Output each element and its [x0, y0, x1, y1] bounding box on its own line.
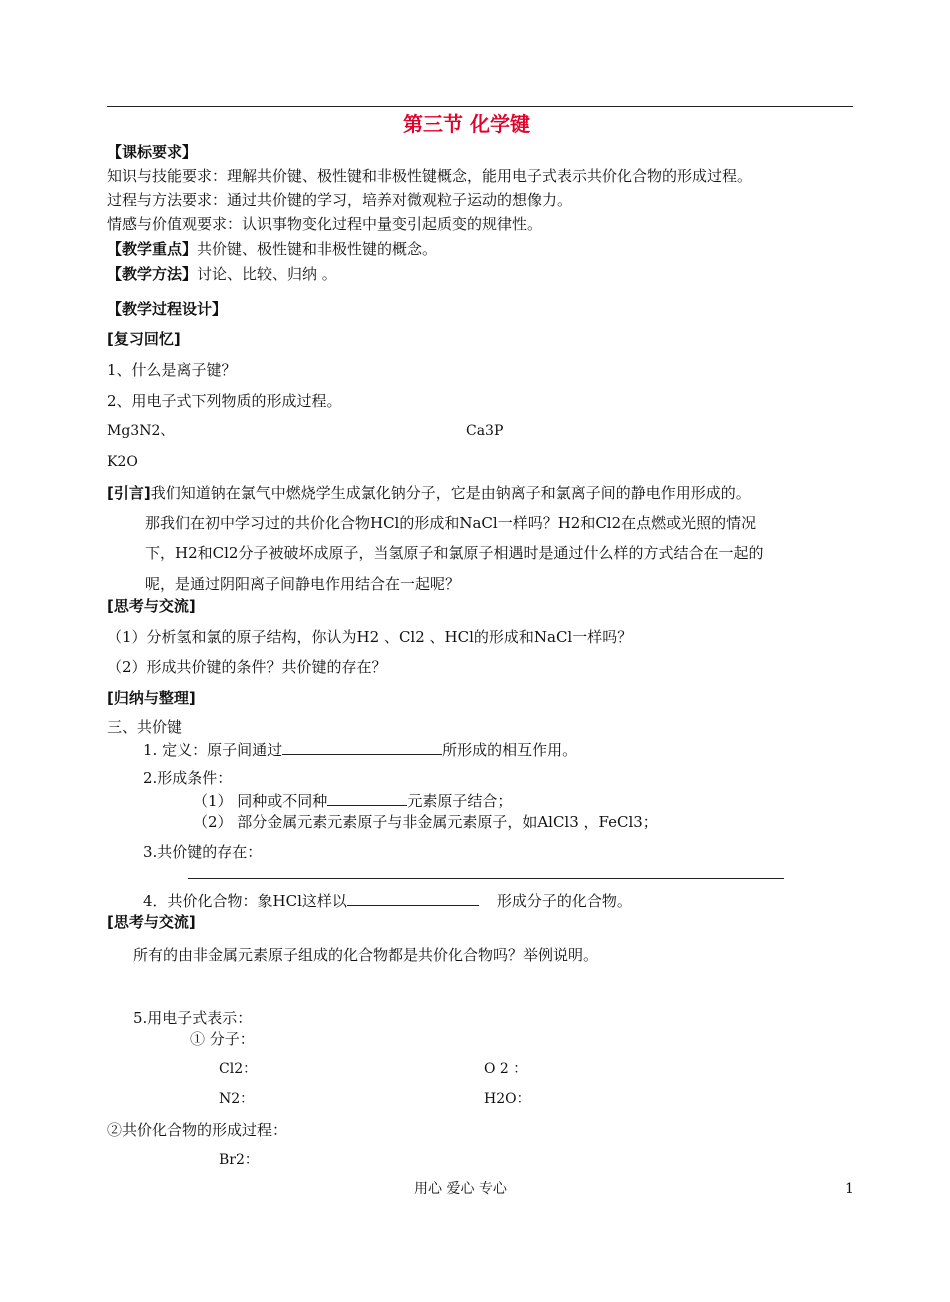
yinyan-line-2: 那我们在初中学习过的共价化合物HCl的形成和NaCl一样吗？H2和Cl2在点燃或光照的情况	[145, 514, 757, 532]
existence-title: 3.共价键的存在：	[143, 843, 263, 861]
kebiao-item-2: 过程与方法要求：通过共价键的学习，培养对微观粒子运动的想像力。	[107, 191, 573, 209]
sikao2-heading: [思考与交流]	[107, 913, 196, 931]
fangfa-text: 讨论、比较、归纳 。	[197, 265, 337, 283]
fangfa-line	[107, 265, 337, 283]
formula-mg3n2-text: Mg3N2、	[107, 423, 175, 439]
definition-line	[143, 740, 577, 759]
dianzi-sub1: ① 分子：	[190, 1030, 255, 1048]
definition-pre: 1. 定义：原子间通过	[143, 741, 283, 759]
fuxi-heading: [复习回忆]	[107, 330, 181, 348]
formula-mg3n2	[107, 423, 174, 440]
dianzi-sub2: ②共价化合物的形成过程：	[107, 1121, 288, 1139]
fuxi-q1: 1、什么是离子键？	[107, 361, 237, 379]
yinyan-line-3: 下，H2和Cl2分子被破坏成原子，当氢原子和氯原子相遇时是通过什么样的方式结合在一起的	[145, 544, 764, 562]
dianzi-title: 5.用电子式表示：	[133, 1009, 253, 1027]
condition-1-blank[interactable]	[327, 791, 407, 806]
compound-post: 形成分子的化合物。	[496, 892, 632, 910]
zhongdian-line	[107, 240, 437, 258]
section-covalent: 三、共价键	[107, 718, 183, 736]
formula-o2: O 2 ：	[484, 1061, 528, 1077]
formula-k2o-text: K2O	[107, 454, 138, 470]
kebiao-heading: 【课标要求】	[107, 143, 198, 161]
formula-ca3p	[466, 423, 503, 440]
kebiao-item-3: 情感与价值观要求：认识事物变化过程中量变引起质变的规律性。	[107, 215, 543, 233]
page-title: 第三节 化学键	[403, 112, 530, 136]
yinyan-text-1: 我们知道钠在氯气中燃烧学生成氯化钠分子，它是由钠离子和氯离子间的静电作用形成的。	[150, 484, 751, 502]
condition-1-post: 元素原子结合；	[407, 792, 513, 810]
page-number: 1	[845, 1181, 854, 1197]
zhongdian-label: 【教学重点】	[107, 240, 198, 258]
condition-2: （2） 部分金属元素元素原子与非金属元素原子，如AlCl3 ，FeCl3；	[193, 813, 658, 831]
sikao1-q1: （1）分析氢和氯的原子结构，你认为H2 、Cl2 、HCl的形成和NaCl一样吗？	[107, 628, 633, 646]
kebiao-item-1: 知识与技能要求：理解共价键、极性键和非极性键概念，能用电子式表示共价化合物的形成过程。	[107, 167, 753, 185]
formula-ca3p-text: Ca3P	[466, 423, 504, 439]
formula-n2: N2：	[219, 1091, 255, 1107]
sikao1-q2: （2）形成共价键的条件？共价键的存在？	[107, 658, 387, 676]
footer-motto: 用心 爱心 专心	[414, 1181, 507, 1197]
formula-br2: Br2：	[219, 1152, 259, 1168]
guina-heading: [归纳与整理]	[107, 689, 196, 707]
fangfa-label: 【教学方法】	[107, 265, 198, 283]
existence-blank[interactable]	[188, 878, 784, 879]
header-rule	[107, 106, 853, 107]
sikao2-text: 所有的由非金属元素原子组成的化合物都是共价化合物吗？举例说明。	[133, 946, 599, 964]
sheji-heading: 【教学过程设计】	[107, 300, 228, 318]
formula-cl2: Cl2：	[219, 1061, 258, 1077]
yinyan-label: [引言]	[107, 484, 151, 502]
definition-post: 所形成的相互作用。	[442, 741, 578, 759]
yinyan-line-1	[107, 484, 751, 502]
compound-pre: 4．共价化合物：象HCl这样以	[143, 892, 347, 910]
sikao1-heading: [思考与交流]	[107, 597, 196, 615]
definition-blank[interactable]	[282, 740, 442, 755]
zhongdian-text: 共价键、极性键和非极性键的概念。	[197, 240, 438, 258]
condition-title: 2.形成条件：	[143, 769, 233, 787]
fuxi-q2: 2、用电子式下列物质的形成过程。	[107, 392, 342, 410]
yinyan-line-4: 呢，是通过阴阳离子间静电作用结合在一起呢？	[145, 575, 461, 593]
formula-k2o	[107, 454, 138, 471]
compound-line	[143, 891, 632, 910]
condition-1-pre: （1） 同种或不同种	[193, 792, 328, 810]
condition-1	[193, 791, 512, 810]
formula-h2o: H2O：	[484, 1091, 531, 1107]
compound-blank[interactable]	[347, 891, 479, 906]
